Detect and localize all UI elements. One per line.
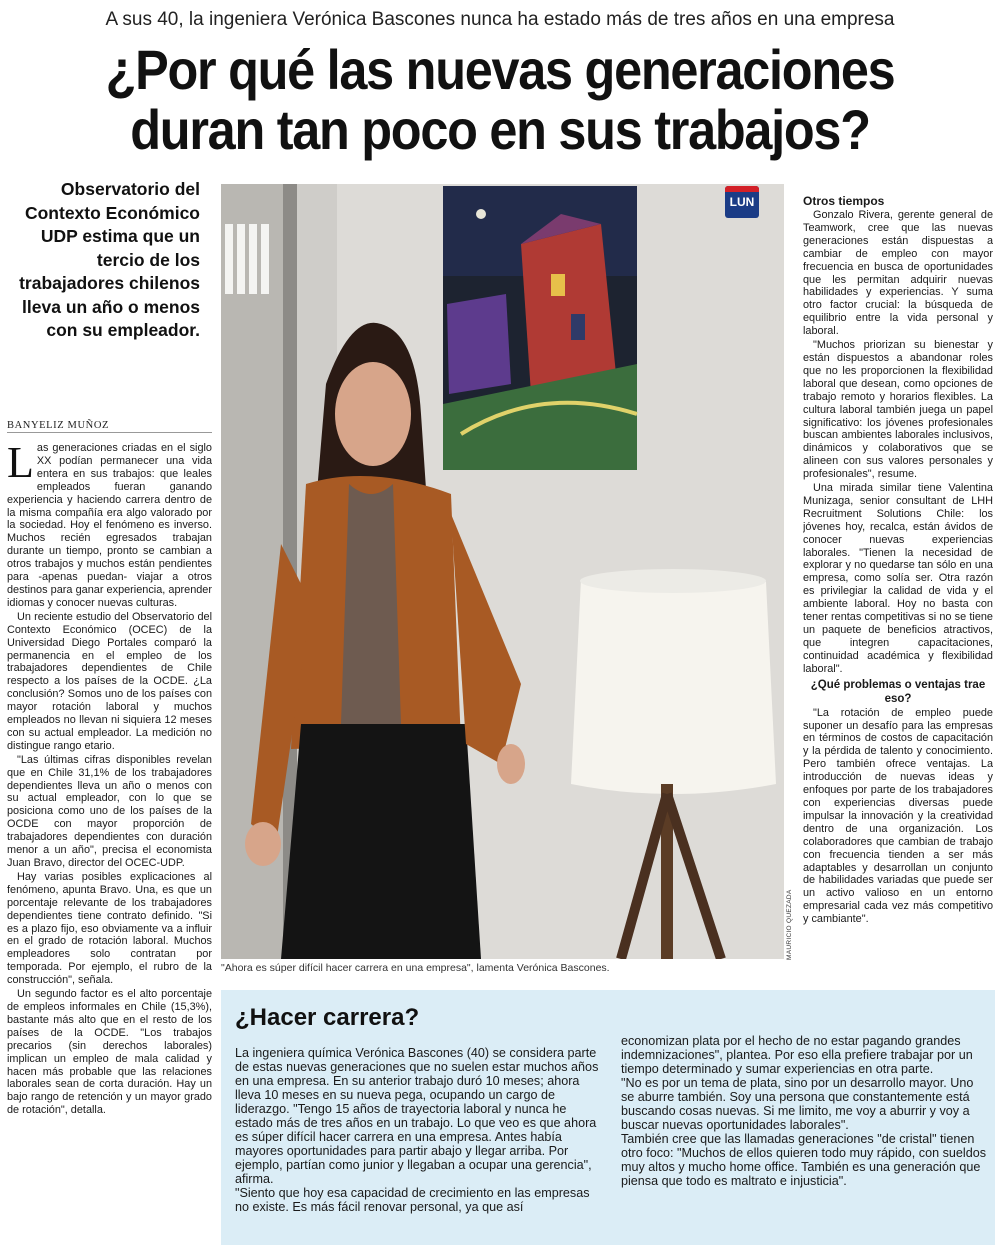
- byline: BANYELIZ MUÑOZ: [7, 420, 110, 431]
- photo-credit: MAURICIO QUEZADA: [786, 889, 793, 960]
- lun-logo: LUN: [725, 186, 759, 218]
- headline-line-2: duran tan poco en sus trabajos?: [130, 98, 870, 161]
- right-subheading: ¿Qué problemas o ventajas trae eso?: [810, 678, 986, 705]
- box-column-2: [621, 1034, 989, 1188]
- headline: [50, 40, 950, 160]
- box-paragraph-5: También cree que las llamadas generaciones "de cristal" tienen otro foco: "Muchos de ellos quieren todo muy rápido, con sueldos muy altos y mucho home office. También es una generación que piensa que todo es maltrato e injusticia".: [621, 1132, 987, 1188]
- deck: Observatorio del Contexto Económico UDP estima que un tercio de los trabajadores chilenos lleva un año o menos con su empleador.: [19, 179, 200, 340]
- painting: [443, 186, 637, 470]
- kicker: A sus 40, la ingeniera Verónica Bascones nunca ha estado más de tres años en una empresa: [105, 9, 895, 30]
- box-paragraph-1: La ingeniera química Verónica Bascones (40) se considera parte de estas nuevas generaciones que no suelen estar muchos años en una empresa. En su anterior trabajo duró 10 meses; ahora lleva 10 meses en su nueva pega, ocupando un cargo de liderazgo. "Tengo 15 años de trayectoria laboral y nunca he estado más de tres años en un trabajo. Lo que veo es que ahora es súper difícil hacer carrera en una empresa. Antes había mayores oportunidades para partir abajo y llegar arriba. Por ejemplo, partían como junior y llegaban a ocupar una gerencia", afirma.: [235, 1046, 599, 1186]
- right-paragraph-2: "Muchos priorizan su bienestar y están dispuestos a abandonar roles que no les proporcionen la flexibilidad laboral que desean, como opciones de trabajo remoto y horarios flexibles. La cultura laboral también juega un papel significativo: los jóvenes profesionales buscan ambientes laborales inclusivos, dinámicos y colaborativos que se alineen con sus valores personales y profesionales", resume.: [803, 339, 993, 481]
- dropcap: L: [7, 442, 34, 487]
- box-title: ¿Hacer carrera?: [235, 1004, 420, 1031]
- right-column: [803, 194, 993, 984]
- box-paragraph-3: economizan plata por el hecho de no estar pagando grandes indemnizaciones", plantea. Por eso ella prefiere trabajar por un tiempo determinado y sumar experiencias en otra parte.: [621, 1034, 973, 1076]
- left-paragraph-1-text: as generaciones criadas en el siglo XX podían permanecer una vida entera en sus trabajos: que leales empleados fueran ganando experiencia y haciendo carrera dentro de la misma compañía era algo valorado por la sociedad. Hoy el fenómeno es inverso. Muchos recién egresados trabajan durante un tiempo, pronto se cambian a otros trabajos y muchos están pendientes para -apenas puedan- viajar a otros destinos para ganar experiencia, aprender idiomas y conocer nuevas culturas.: [7, 442, 212, 609]
- article-photo: [221, 184, 784, 959]
- box-paragraph-2: "Siento que hoy esa capacidad de crecimiento en las empresas no existe. Es más fácil renovar personal, ya que así: [235, 1186, 590, 1214]
- right-paragraph-3: Una mirada similar tiene Valentina Munizaga, senior consultant de LHH Recruitment Solutions Chile: los jóvenes hoy, recalca, están ávidos de conocer nuevas experiencias laborales. "Tienen la necesidad de explorar y no quedarse tan sólo en una empresa, como solía ser. Otra razón es privilegiar la calidad de vida y el ambiente laboral. Hoy no basta con tener rentas competitivas si no se tiene un paquete de beneficios atractivos, que integren capacitaciones, continuidad académica y flexibilidad laboral".: [803, 482, 993, 675]
- right-heading: Otros tiempos: [803, 194, 885, 208]
- sidebar-box: [221, 990, 995, 1245]
- photo-illustration: [221, 184, 784, 959]
- byline-rule: [7, 432, 212, 433]
- right-paragraph-1: Gonzalo Rivera, gerente general de Teamwork, cree que las nuevas generaciones están dispuestas a cambiar de empleo con mayor frecuencia en busca de oportunidades que les permitan adquirir nuevas habilidades y experiencias. Y suma otro factor crucial: la búsqueda de equilibrio entre la vida personal y laboral.: [803, 209, 993, 338]
- left-column: [7, 442, 212, 1242]
- box-column-1: [235, 1046, 603, 1214]
- right-paragraph-4: "La rotación de empleo puede suponer un desafío para las empresas en términos de costos de capacitación y la pérdida de talento y conocimiento. Pero también ofrece ventajas. La introducción de nuevas ideas y enfoques por parte de los trabajadores con experiencias diversas puede impulsar la innovación y la creatividad dentro de una organización. Los colaboradores que cambian de trabajo con frecuencia tienden a ser más adaptables y desarrollan un conjunto de habilidades variadas que puede ser un activo valioso en un entorno empresarial cada vez más competitivo y cambiante".: [803, 706, 993, 926]
- left-paragraph-4: Hay varias posibles explicaciones al fenómeno, apunta Bravo. Una, es que un porcentaje relevante de los trabajadores dependientes tiene contrato definido. "Si es a plazo fijo, eso obviamente va a influir en el grado de rotación laboral. Muchos empleadores solo contratan por temporada. Por ejemplo, el rubro de la construcción", señala.: [7, 870, 212, 987]
- left-paragraph-1: [7, 442, 212, 610]
- photo-caption: "Ahora es súper difícil hacer carrera en una empresa", lamenta Verónica Bascones.: [221, 962, 610, 974]
- left-paragraph-3: "Las últimas cifras disponibles revelan que en Chile 31,1% de los trabajadores dependientes lleva un año o menos con su actual empleador, con lo que se posiciona como uno de los países de la OCDE con mayor proporción de trabajadores dependientes con duración menor a un año", precisa el economista Juan Bravo, director del OCEC-UDP.: [7, 753, 212, 869]
- left-paragraph-2: Un reciente estudio del Observatorio del Contexto Económico (OCEC) de la Universidad Diego Portales comparó la permanencia en el empleo de los trabajadores dependientes de Chile respecto a los países de la OCDE. ¿La conclusión? Somos uno de los países con mayor rotación laboral y muchos empleados no llevan ni siquiera 12 meses con su actual empleador. La medición no distingue rango etario.: [7, 610, 212, 752]
- box-paragraph-4: "No es por un tema de plata, sino por un desarrollo mayor. Uno se aburre también. Soy una persona que constantemente está buscando cosas nuevas. Si me limito, me voy a aburrir y voy a buscar nuevas oportunidades laborales".: [621, 1076, 974, 1132]
- headline-line-1: ¿Por qué las nuevas generaciones: [105, 38, 895, 101]
- left-paragraph-5: Un segundo factor es el alto porcentaje de empleos informales en Chile (15,3%), bastante más alto que en el resto de los países de la OCDE. "Los trabajos precarios (sin derechos laborales) implican un empleo de mala calidad y hacen más probable que las relaciones laborales sean de corta duración. Hay un bajo rango de retención y un mayor grado de rotación", detalla.: [7, 988, 212, 1117]
